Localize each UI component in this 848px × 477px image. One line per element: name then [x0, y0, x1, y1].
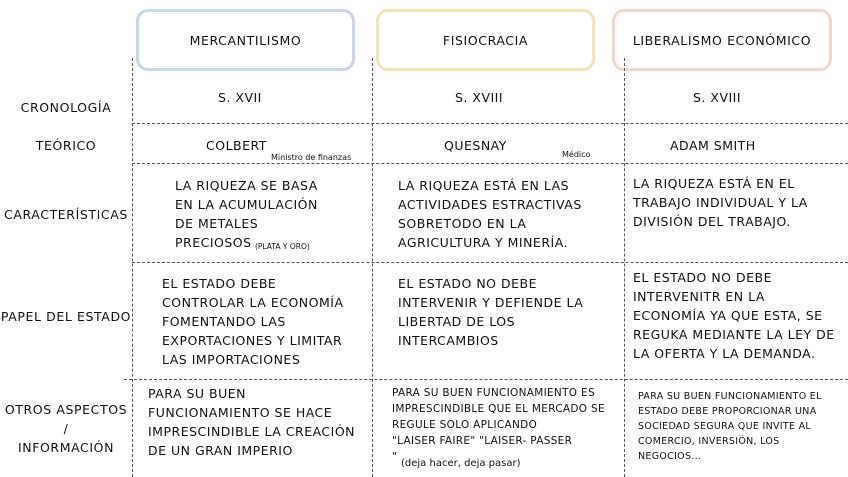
cronologia-mercantilismo: S. XVII	[218, 90, 262, 105]
teorico-liberalismo: ADAM SMITH	[670, 138, 756, 153]
header-liberalismo-label: LIBERALISMO ECONÓMICO	[632, 32, 812, 48]
papel-estado-fisiocracia: EL ESTADO NO DEBE INTERVENIR Y DEFIENDE LA LIBERTAD DE LOS INTERCAMBIOS	[398, 276, 584, 348]
papel-estado-mercantilismo: EL ESTADO DEBE CONTROLAR LA ECONOMÍA FOMENTANDO LAS EXPORTACIONES Y LIMITAR LAS IMPORTACIONES	[162, 276, 344, 367]
otros-mercantilismo: PARA SU BUEN FUNCIONAMIENTO SE HACE IMPRESCINDIBLE LA CREACIÓN DE UN GRAN IMPERIO	[148, 386, 356, 458]
row-label-papel-estado: PAPEL DEL ESTADO	[0, 309, 132, 324]
row-label-otros-3: INFORMACIÓN	[17, 440, 115, 455]
row-label-otros-2: /	[63, 421, 69, 436]
otros-liberalismo: PARA SU BUEN FUNCIONAMIENTO EL ESTADO DEBE PROPORCIONAR UNA SOCIEDAD SEGURA QUE INVITE AL COMERCIO, INVERSIÓN, LOS NEGOCIOS...	[638, 391, 822, 462]
papel-estado-liberalismo: EL ESTADO NO DEBE INTERVENITR EN LA ECONOMÍA YA QUE ESTA, SE REGUKA MEDIANTE LA LEY DE LA OFERTA Y LA DEMANDA.	[633, 270, 835, 361]
teorico-fisiocracia: QUESNAY	[444, 138, 507, 153]
grid-hline-4	[124, 379, 848, 380]
grid-hline-3	[132, 262, 848, 263]
caracteristicas-liberalismo: LA RIQUEZA ESTÁ EN EL TRABAJO INDIVIDUAL Y LA DIVISIÓN DEL TRABAJO.	[633, 176, 808, 229]
teorico-mercantilismo: COLBERT	[206, 138, 267, 153]
caracteristicas-mercantilismo-note: (PLATA Y ORO)	[255, 242, 310, 251]
header-mercantilismo	[136, 9, 355, 71]
header-fisiocracia	[376, 9, 595, 71]
cronologia-fisiocracia: S. XVIII	[455, 90, 504, 105]
teorico-fisiocracia-note: Médico	[562, 150, 591, 159]
otros-fisiocracia-note: (deja hacer, deja pasar)	[401, 458, 521, 469]
row-label-otros-1: OTROS ASPECTOS	[4, 402, 128, 417]
row-label-caracteristicas: CARACTERÍSTICAS	[4, 207, 128, 222]
header-mercantilismo-label: MERCANTILISMO	[189, 32, 302, 48]
grid-vline-3	[624, 58, 625, 477]
grid-hline-2	[132, 163, 848, 164]
row-label-cronologia: CRONOLOGÍA	[20, 100, 112, 115]
row-label-teorico: TEÓRICO	[35, 138, 97, 153]
caracteristicas-fisiocracia: LA RIQUEZA ESTÁ EN LAS ACTIVIDADES ESTRACTIVAS SOBRETODO EN LA AGRICULTURA Y MINERÍA.	[398, 178, 582, 250]
teorico-mercantilismo-note: Ministro de finanzas	[271, 153, 352, 162]
cronologia-liberalismo: S. XVIII	[693, 90, 742, 105]
otros-fisiocracia: PARA SU BUEN FUNCIONAMIENTO ES IMPRESCINDIBLE QUE EL MERCADO SE REGULE SOLO APLICANDO "LAISER FAIRE" "LAISER- PASSER "	[392, 387, 605, 463]
header-liberalismo	[612, 9, 832, 71]
header-fisiocracia-label: FISIOCRACIA	[442, 32, 529, 48]
grid-hline-1	[132, 123, 848, 124]
grid-vline-1	[132, 58, 133, 477]
caracteristicas-mercantilismo: LA RIQUEZA SE BASA EN LA ACUMULACIÓN DE METALES PRECIOSOS	[175, 178, 318, 250]
grid-vline-2	[372, 58, 373, 477]
